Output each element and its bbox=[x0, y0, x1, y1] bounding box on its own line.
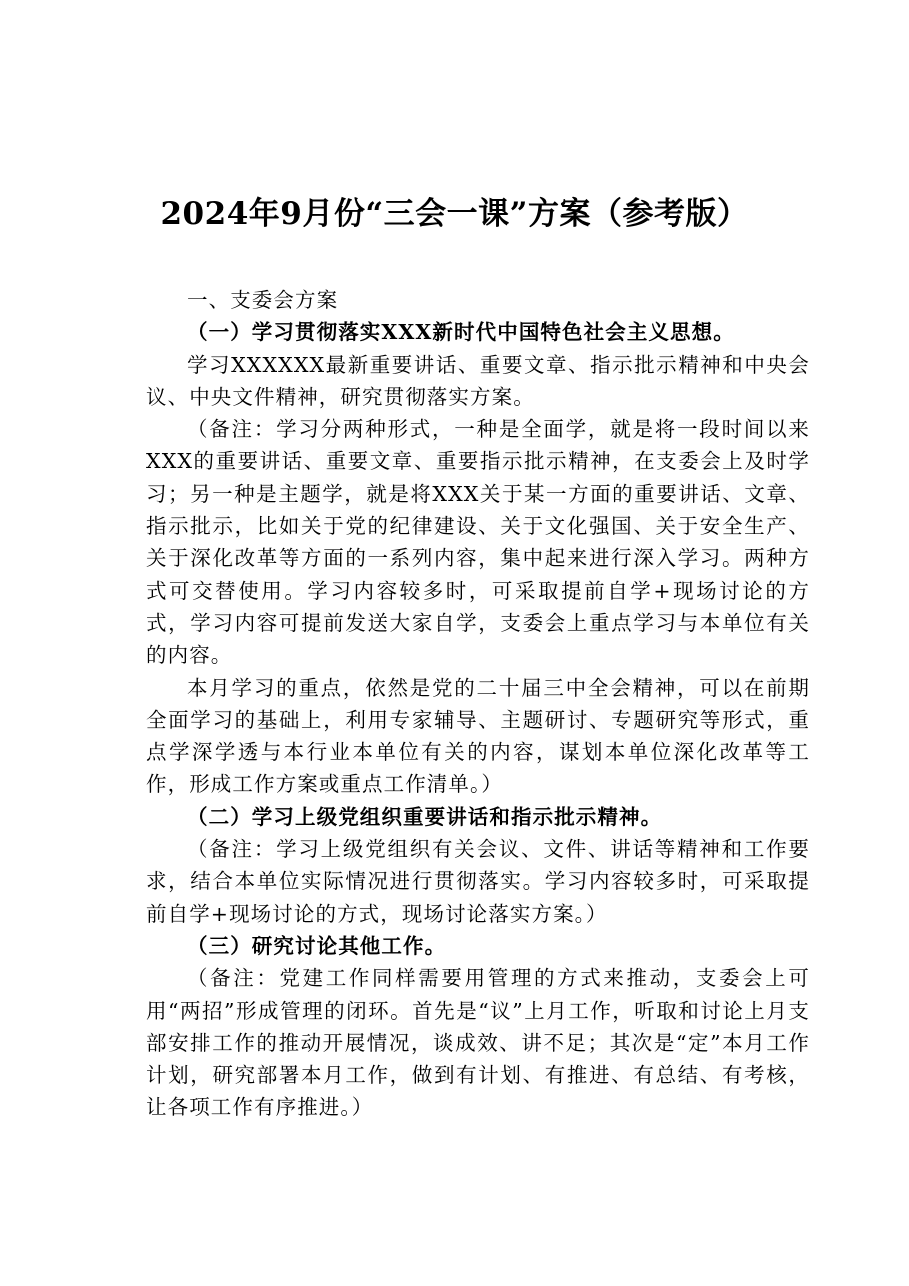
body-paragraph-note-other-work: （备注：党建工作同样需要用管理的方式来推动，支委会上可用“两招”形成管理的闭环。首先是“议”上月工作，听取和讨论上月支部安排工作的推动开展情况，谈成效、讲不足；其次是“定”本月工作计划，研究部署本月工作，做到有计划、有推进、有总结、有考核，让各项工作有序推进。） bbox=[146, 966, 810, 1120]
body-paragraph-monthly-focus: 本月学习的重点，依然是党的二十届三中全会精神，可以在前期全面学习的基础上，利用专家辅导、主题研讨、专题研究等形式，重点学深学透与本行业本单位有关的内容，谋划本单位深化改革等工作，形成工作方案或重点工作清单。） bbox=[146, 675, 810, 797]
body-paragraph-study-content: 学习XXXXXX最新重要讲话、重要文章、指示批示精神和中央会议、中央文件精神，研究贯彻落实方案。 bbox=[146, 352, 810, 409]
document-title: 2024年9月份“三会一课”方案（参考版） bbox=[160, 196, 749, 232]
section-heading-branch-committee: 一、支委会方案 bbox=[187, 288, 339, 312]
subsection-heading-1: （一）学习贯彻落实XXX新时代中国特色社会主义思想。 bbox=[187, 320, 735, 345]
subsection-heading-3: （三）研究讨论其他工作。 bbox=[187, 933, 447, 958]
subsection-heading-2: （二）学习上级党组织重要讲话和指示批示精神。 bbox=[187, 804, 663, 829]
body-paragraph-note-superior-study: （备注：学习上级党组织有关会议、文件、讲话等精神和工作要求，结合本单位实际情况进行贯彻落实。学习内容较多时，可采取提前自学+现场讨论的方式，现场讨论落实方案。） bbox=[146, 837, 810, 926]
body-paragraph-note-study-forms: （备注：学习分两种形式，一种是全面学，就是将一段时间以来XXX的重要讲话、重要文章、重要指示批示精神，在支委会上及时学习；另一种是主题学，就是将XXX关于某一方面的重要讲话、文章、指示批示，比如关于党的纪律建设、关于文化强国、关于安全生产、关于深化改革等方面的一系列内容，集中起来进行深入学习。两种方式可交替使用。学习内容较多时，可采取提前自学+现场讨论的方式，学习内容可提前发送大家自学，支委会上重点学习与本单位有关的内容。 bbox=[146, 417, 810, 668]
document-body bbox=[146, 284, 810, 1124]
